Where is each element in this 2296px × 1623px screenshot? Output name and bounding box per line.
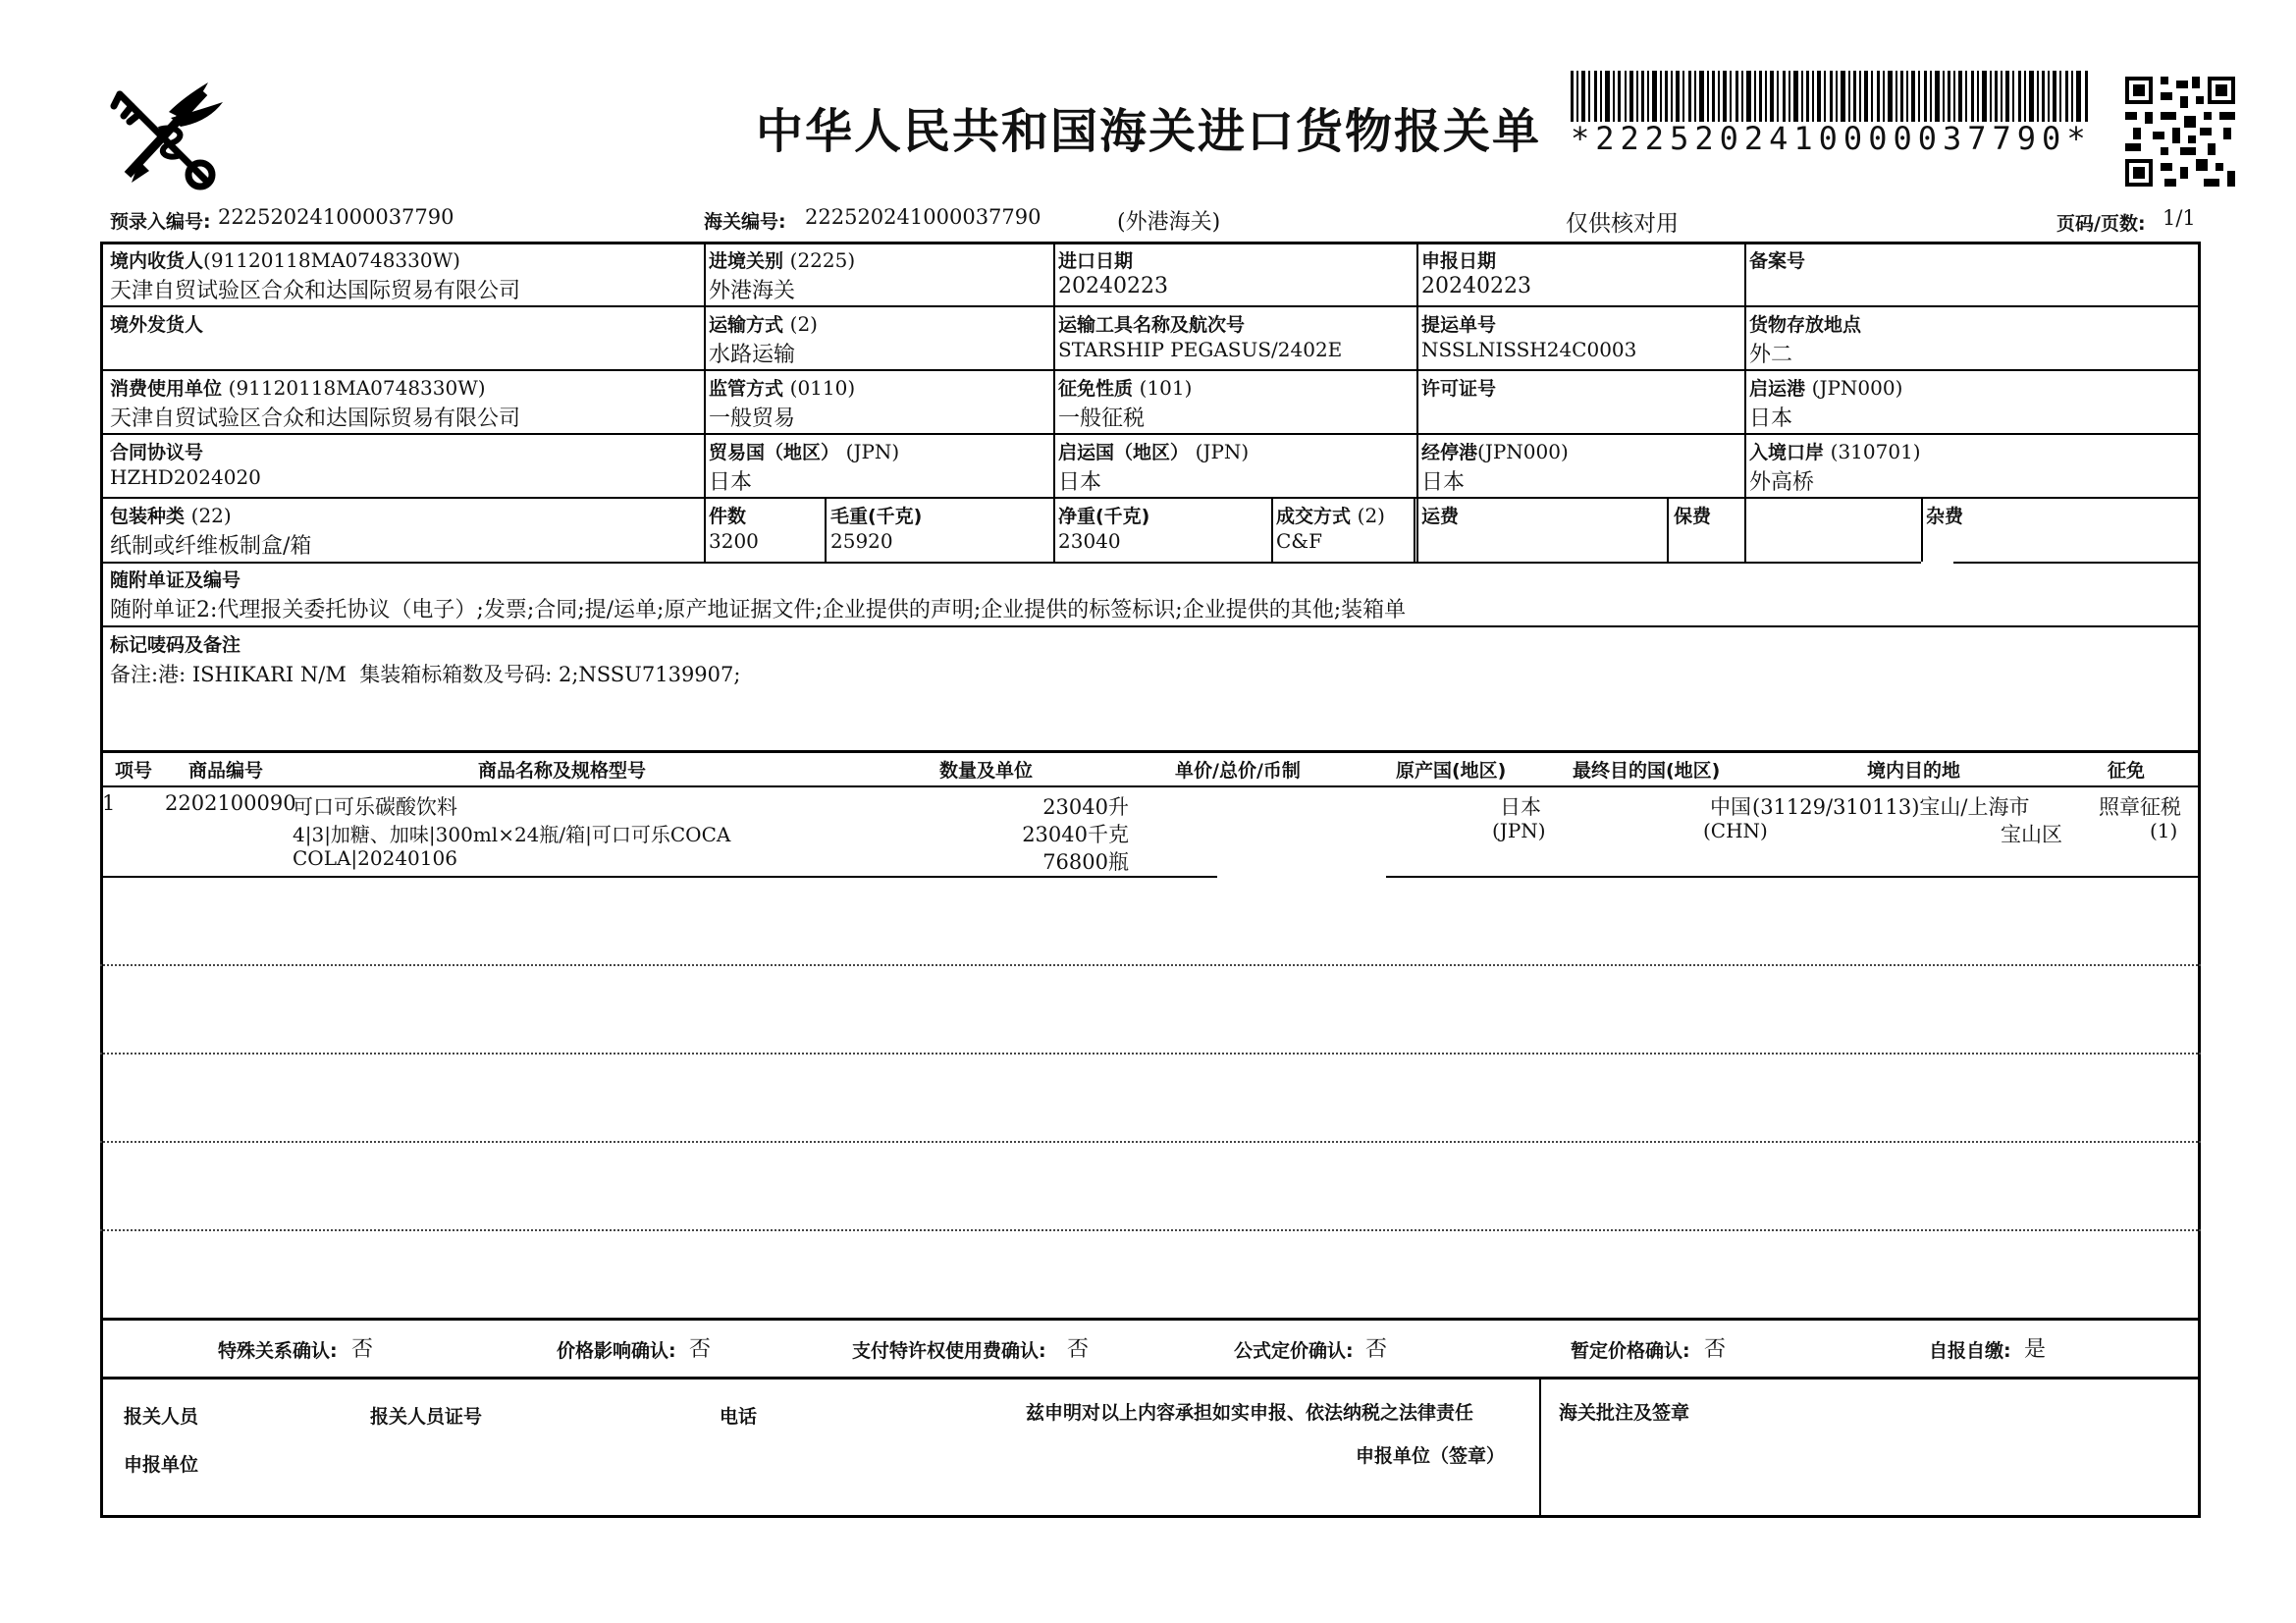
goods-domestic-dest-line2: 宝山区 <box>2001 823 2062 846</box>
entry-customs-code: (2225) <box>789 248 856 272</box>
gross-weight: 25920 <box>830 529 893 553</box>
price-impact-value: 否 <box>689 1337 712 1362</box>
declare-unit-seal-label: 申报单位（签章） <box>1356 1445 1506 1467</box>
verify-only-note: 仅供核对用 <box>1566 211 1679 237</box>
declare-date-label: 申报日期 <box>1421 250 1497 272</box>
pre-entry-number: 222520241000037790 <box>218 205 454 229</box>
transit-port-code: (JPN000) <box>1477 440 1569 463</box>
self-pay-label: 自报自缴: <box>1929 1340 2011 1362</box>
goods-origin-code: (JPN) <box>1492 819 1546 842</box>
trade-terms-label: 成交方式 (2) <box>1276 504 1385 527</box>
goods-destination: 中国 <box>1710 795 1751 819</box>
goods-qty-3: 76800瓶 <box>1042 850 1129 874</box>
entry-port-label: 入境口岸 (310701) <box>1749 440 1921 463</box>
dep-port-code: (JPN000) <box>1811 376 1903 400</box>
levy-nature-label: 征免性质 (101) <box>1058 376 1193 400</box>
contract-label: 合同协议号 <box>110 442 204 463</box>
misc-fee-label: 杂费 <box>1926 506 1964 527</box>
royalty-value: 否 <box>1067 1337 1090 1362</box>
import-date: 20240223 <box>1058 274 1168 298</box>
goods-levy-line1: 照章征税 <box>2099 795 2181 819</box>
marks-label: 标记唛码及备注 <box>110 634 241 656</box>
declare-unit-label: 申报单位 <box>124 1454 199 1476</box>
storage-label: 货物存放地点 <box>1749 314 1862 336</box>
col-header-item: 项号 <box>115 760 153 782</box>
customs-emblem-icon <box>110 73 230 192</box>
pieces-count: 3200 <box>709 529 759 553</box>
special-relation-label: 特殊关系确认: <box>218 1340 338 1362</box>
customs-approval-label: 海关批注及签章 <box>1559 1402 1690 1424</box>
col-header-domestic-dest: 境内目的地 <box>1867 760 1961 782</box>
supervision-label: 监管方式 (0110) <box>709 376 856 400</box>
declarant-label: 报关人员 <box>124 1406 199 1428</box>
col-header-levy: 征免 <box>2108 760 2146 782</box>
barcode-text: *2225202410000037790* <box>1571 120 2092 157</box>
document-title: 中华人民共和国海关进口货物报关单 <box>756 104 1542 159</box>
goods-name-line2: 4|3|加糖、加味|300ml×24瓶/箱|可口可乐COCA <box>293 823 731 846</box>
royalty-label: 支付特许权使用费确认: <box>852 1340 1046 1362</box>
dep-country-label: 启运国（地区） (JPN) <box>1058 440 1250 463</box>
bl-label: 提运单号 <box>1421 314 1497 336</box>
goods-name-line1: 可口可乐碳酸饮料 <box>293 795 457 819</box>
special-relation-value: 否 <box>351 1337 374 1362</box>
levy-nature-code: (101) <box>1139 376 1193 400</box>
consignee-label: 境内收货人(91120118MA0748330W) <box>110 248 460 272</box>
transport-label: 运输方式 (2) <box>709 312 818 336</box>
goods-origin: 日本 <box>1500 795 1541 819</box>
goods-item-no: 1 <box>102 791 116 815</box>
qr-code-graphic <box>2125 77 2235 187</box>
dep-port-name: 日本 <box>1749 406 1793 431</box>
entry-port-code: (310701) <box>1830 440 1921 463</box>
provisional-price-value: 否 <box>1704 1337 1727 1362</box>
formula-price-value: 否 <box>1365 1337 1388 1362</box>
transport-name: 水路运输 <box>709 343 796 367</box>
entry-port: 外高桥 <box>1749 470 1815 495</box>
shipper-label: 境外发货人 <box>110 314 204 336</box>
contract-no: HZHD2024020 <box>110 465 261 489</box>
consumer-code: (91120118MA0748330W) <box>228 376 486 400</box>
consignee-code: (91120118MA0748330W) <box>203 248 460 272</box>
col-header-quantity: 数量及单位 <box>939 760 1034 782</box>
marks-value: 备注:港: ISHIKARI N/M 集装箱标箱数及号码: 2;NSSU7139907; <box>110 663 741 686</box>
self-pay-value: 是 <box>2024 1337 2047 1362</box>
goods-levy-line2: (1) <box>2150 819 2178 842</box>
gross-weight-label: 毛重(千克) <box>830 506 923 527</box>
legal-statement: 兹申明对以上内容承担如实申报、依法纳税之法律责任 <box>1026 1402 1474 1424</box>
levy-nature-name: 一般征税 <box>1058 406 1146 431</box>
net-weight-label: 净重(千克) <box>1058 506 1150 527</box>
goods-qty-1: 23040升 <box>1042 795 1129 819</box>
goods-qty-2: 23040千克 <box>1022 823 1129 846</box>
license-label: 许可证号 <box>1421 378 1497 400</box>
supervision-code: (0110) <box>789 376 856 400</box>
supervision-name: 一般贸易 <box>709 406 796 431</box>
import-date-label: 进口日期 <box>1058 250 1134 272</box>
dep-port-label: 启运港 (JPN000) <box>1749 376 1903 400</box>
consumer-name: 天津自贸试验区合众和达国际贸易有限公司 <box>110 406 521 431</box>
col-header-name: 商品名称及规格型号 <box>478 760 647 782</box>
col-header-destination: 最终目的国(地区) <box>1573 760 1721 782</box>
net-weight: 23040 <box>1058 529 1121 553</box>
col-header-origin: 原产国(地区) <box>1396 760 1507 782</box>
vessel-label: 运输工具名称及航次号 <box>1058 314 1246 336</box>
customs-office: (外港海关) <box>1117 210 1221 235</box>
freight-label: 运费 <box>1421 506 1460 527</box>
page-value: 1/1 <box>2163 206 2196 230</box>
consignee-name: 天津自贸试验区合众和达国际贸易有限公司 <box>110 279 521 303</box>
transport-code: (2) <box>789 312 818 336</box>
record-no-label: 备案号 <box>1749 250 1806 272</box>
goods-domestic-dest-line1: (31129/310113)宝山/上海市 <box>1752 795 2030 819</box>
declarant-id-label: 报关人员证号 <box>370 1406 483 1428</box>
package-type: 纸制或纤维板制盒/箱 <box>110 534 312 559</box>
goods-hs-code: 2202100090 <box>165 791 296 815</box>
declare-date: 20240223 <box>1421 274 1531 298</box>
provisional-price-label: 暂定价格确认: <box>1571 1340 1690 1362</box>
pre-entry-label: 预录入编号: <box>110 211 211 233</box>
docs-label: 随附单证及编号 <box>110 569 241 591</box>
trade-terms: C&F <box>1276 529 1322 553</box>
price-impact-label: 价格影响确认: <box>557 1340 676 1362</box>
package-code: (22) <box>190 504 232 527</box>
customs-no-label: 海关编号: <box>704 211 786 233</box>
page-label: 页码/页数: <box>2056 213 2146 235</box>
trade-country: 日本 <box>709 470 753 495</box>
col-header-hs-code: 商品编号 <box>188 760 264 782</box>
formula-price-label: 公式定价确认: <box>1234 1340 1354 1362</box>
goods-destination-code: (CHN) <box>1703 819 1768 842</box>
bl-number: NSSLNISSH24C0003 <box>1421 338 1637 361</box>
goods-name-line3: COLA|20240106 <box>293 846 457 870</box>
col-header-price: 单价/总价/币制 <box>1175 760 1301 782</box>
consumer-label: 消费使用单位 (91120118MA0748330W) <box>110 376 486 400</box>
docs-value: 随附单证2:代理报关委托协议（电子）;发票;合同;提/运单;原产地证据文件;企业提供的声明;企业提供的标签标识;企业提供的其他;装箱单 <box>110 598 1407 622</box>
vessel-voyage: STARSHIP PEGASUS/2402E <box>1058 338 1343 361</box>
package-label: 包装种类 (22) <box>110 504 232 527</box>
storage-location: 外二 <box>1749 343 1793 367</box>
dep-country-code: (JPN) <box>1195 440 1250 463</box>
trade-country-code: (JPN) <box>845 440 900 463</box>
trade-terms-code: (2) <box>1357 504 1385 527</box>
insurance-label: 保费 <box>1674 506 1712 527</box>
transit-port-label: 经停港(JPN000) <box>1421 440 1569 463</box>
entry-customs-name: 外港海关 <box>709 279 796 303</box>
dep-country: 日本 <box>1058 470 1102 495</box>
barcode-graphic <box>1571 71 2091 122</box>
entry-customs-label: 进境关别 (2225) <box>709 248 856 272</box>
trade-country-label: 贸易国（地区） (JPN) <box>709 440 900 463</box>
transit-port: 日本 <box>1421 470 1466 495</box>
phone-label: 电话 <box>720 1406 758 1428</box>
customs-number: 222520241000037790 <box>805 205 1041 229</box>
pieces-label: 件数 <box>709 506 747 527</box>
